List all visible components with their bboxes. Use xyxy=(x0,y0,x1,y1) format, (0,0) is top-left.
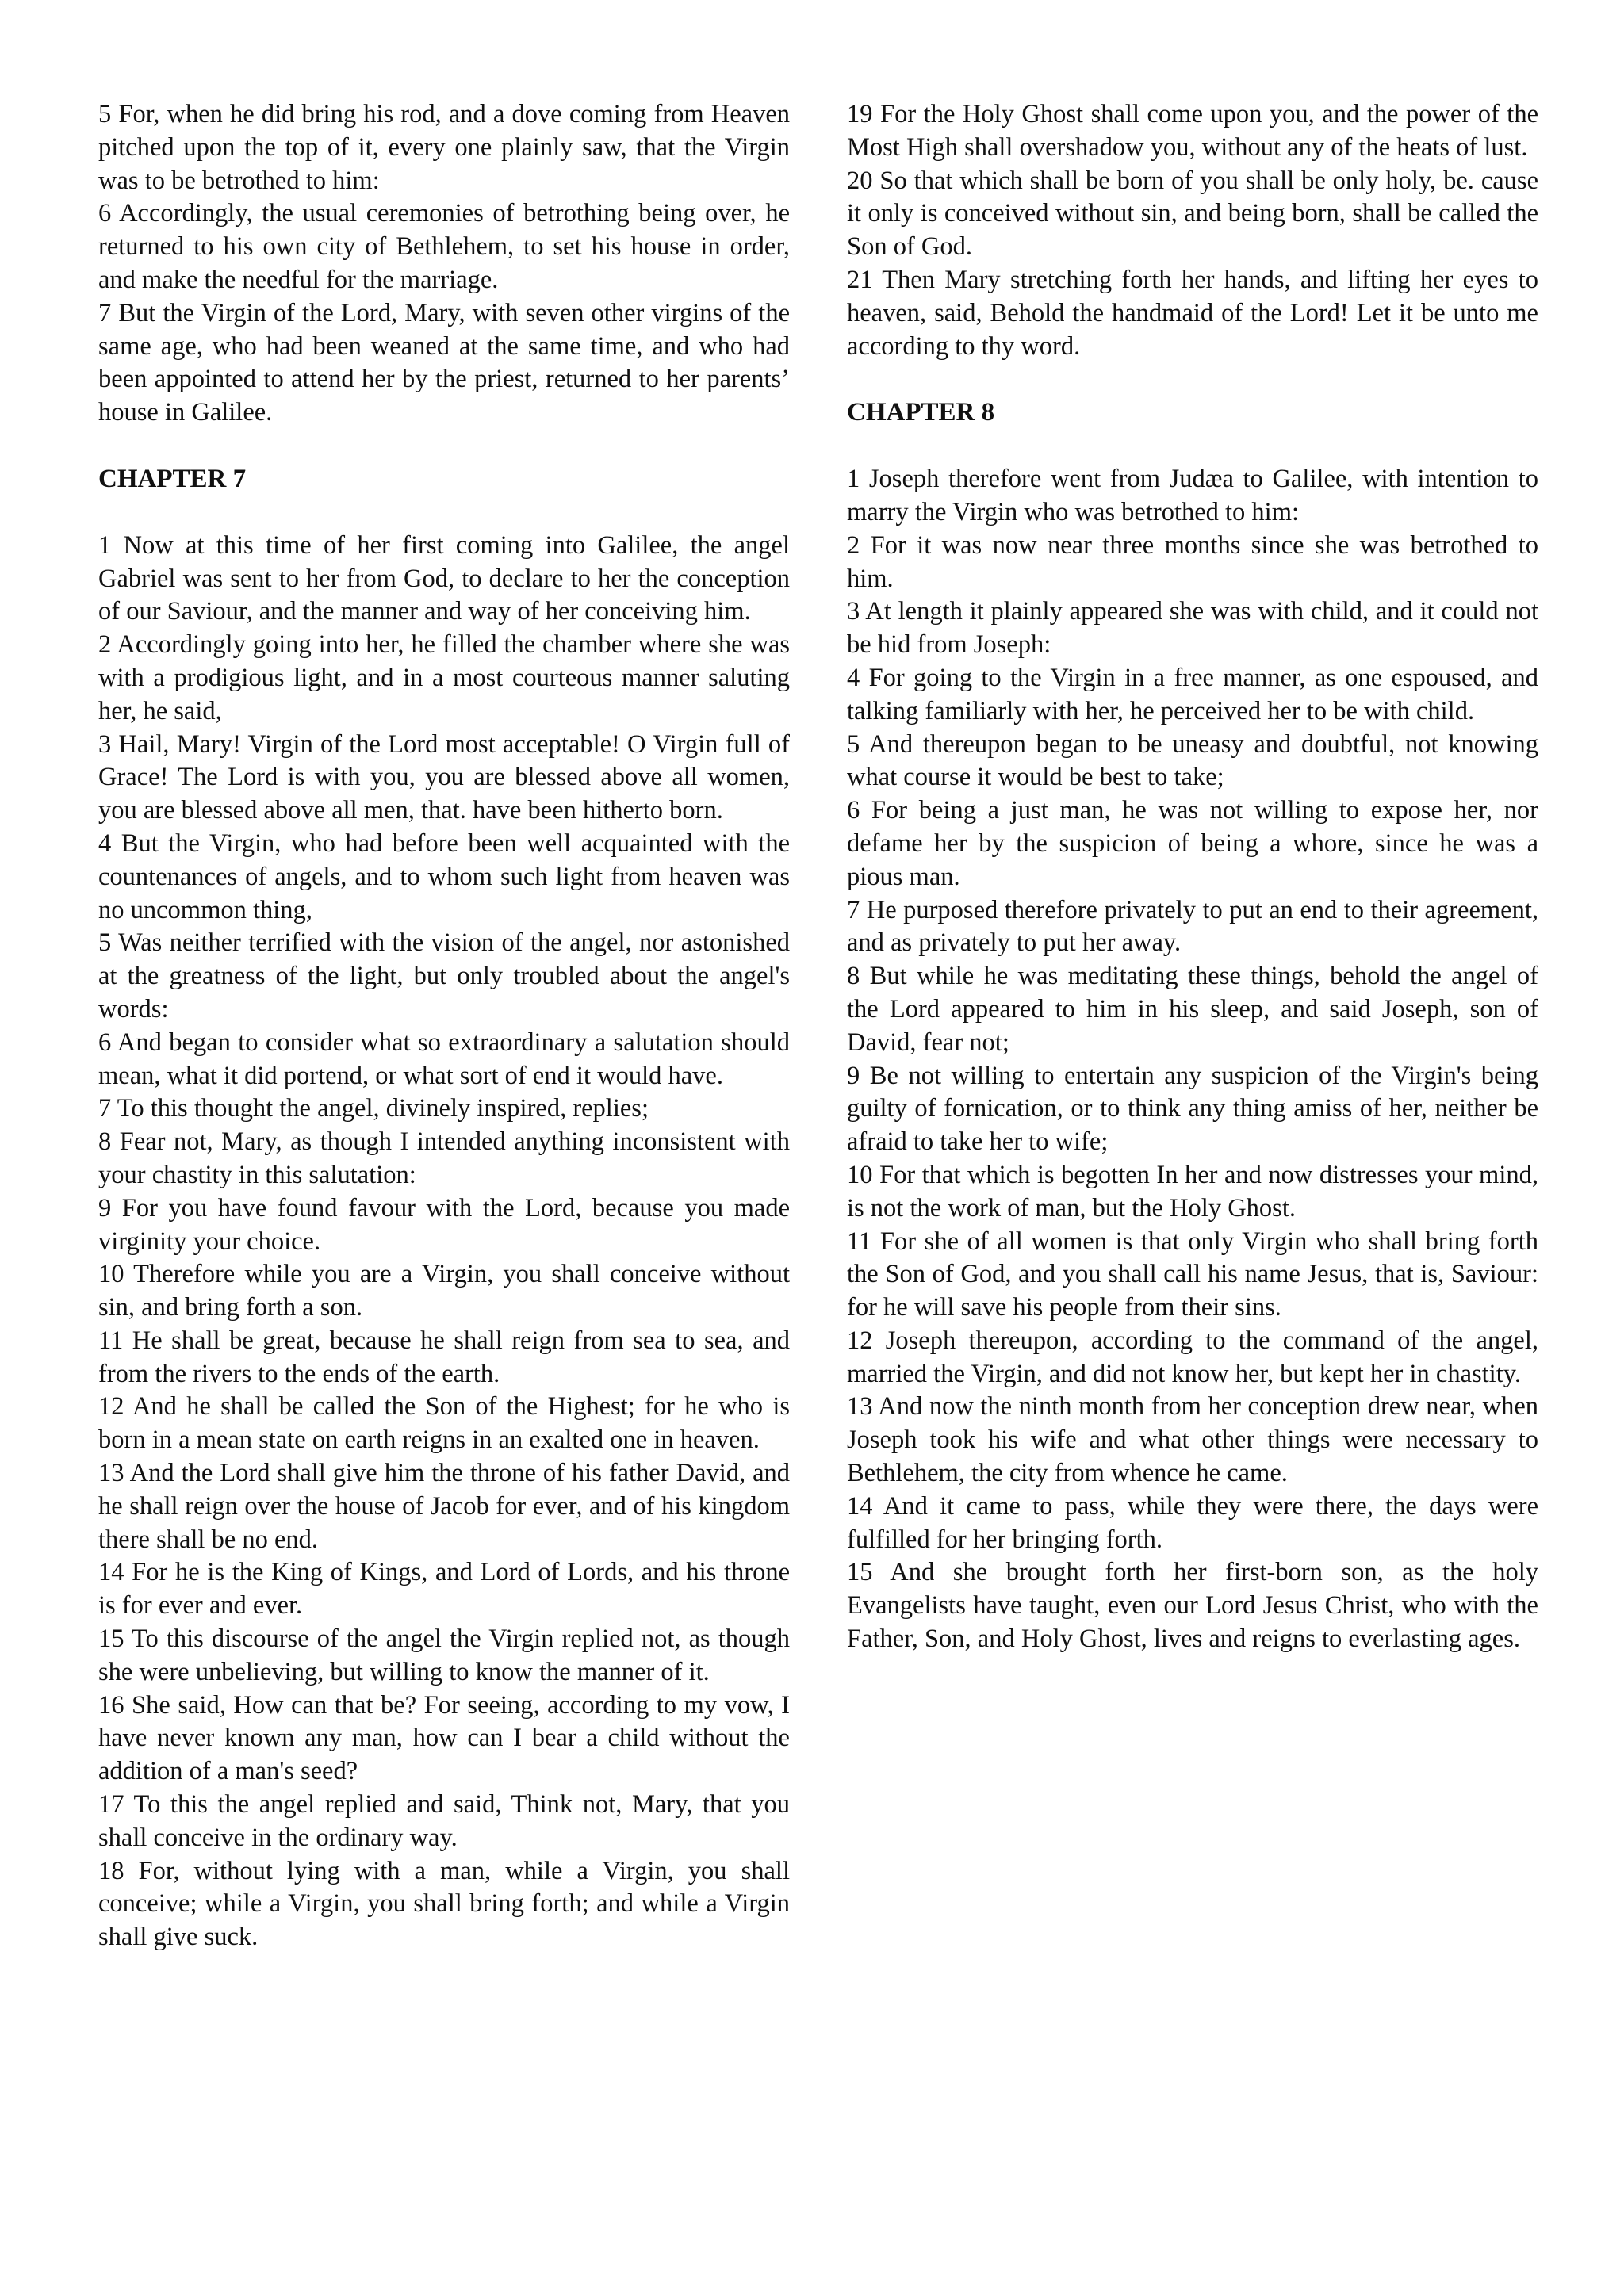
verse: 10 For that which is begotten In her and now distresses your mind, is not the work of man, but the Holy Ghost. xyxy=(847,1160,1538,1223)
verse: 11 He shall be great, because he shall reign from sea to sea, and from the rivers to the ends of the earth. xyxy=(98,1326,790,1388)
verse: 12 Joseph thereupon, according to the command of the angel, married the Virgin, and did not know her, but kept her in chastity. xyxy=(847,1326,1538,1388)
verse: 13 And now the ninth month from her conception drew near, when Joseph took his wife and what other things were necessary to Bethlehem, the city from whence he came. xyxy=(847,1392,1538,1488)
verse: 15 To this discourse of the angel the Virgin replied not, as though she were unbelieving, but willing to know the manner of it. xyxy=(98,1624,790,1686)
verse: 13 And the Lord shall give him the throne of his father David, and he shall reign over the house of Jacob for ever, and of his kingdom there shall be no end. xyxy=(98,1459,790,1554)
verse: 6 For being a just man, he was not willing to expose her, nor defame her by the suspicion of being a whore, since he was a pious man. xyxy=(847,796,1538,891)
verse: 7 But the Virgin of the Lord, Mary, with seven other virgins of the same age, who had been weaned at the same time, and who had been appointed to attend her by the priest, returned to her parents’ house in Galilee. xyxy=(98,298,790,427)
verse: 9 For you have found favour with the Lord, because you made virginity your choice. xyxy=(98,1193,790,1256)
verse: 4 But the Virgin, who had before been well acquainted with the countenances of angels, and to whom such light from heaven was no uncommon thing, xyxy=(98,828,790,924)
verse: 8 Fear not, Mary, as though I intended anything inconsistent with your chastity in this salutation: xyxy=(98,1127,790,1189)
verse: 16 She said, How can that be? For seeing, according to my vow, I have never known any man, how can I bear a child without the addition of a man's seed? xyxy=(98,1690,790,1786)
right-column xyxy=(847,98,1538,1656)
verse: 2 For it was now near three months since she was betrothed to him. xyxy=(847,530,1538,593)
verse: 12 And he shall be called the Son of the Highest; for he who is born in a mean state on earth reigns in an exalted one in heaven. xyxy=(98,1392,790,1455)
verse: 3 At length it plainly appeared she was with child, and it could not be hid from Joseph: xyxy=(847,597,1538,660)
verse: 3 Hail, Mary! Virgin of the Lord most acceptable! O Virgin full of Grace! The Lord is with you, you are blessed above all women, you are blessed above all men, that. have been hitherto born. xyxy=(98,729,790,825)
verse: 7 To this thought the angel, divinely inspired, replies; xyxy=(98,1094,649,1123)
verse: 10 Therefore while you are a Virgin, you shall conceive without sin, and bring forth a son. xyxy=(98,1260,790,1322)
verse: 11 For she of all women is that only Virgin who shall bring forth the Son of God, and you shall call his name Jesus, that is, Saviour: for he will save his people from their sins. xyxy=(847,1226,1538,1322)
verse: 6 And began to consider what so extraordinary a salutation should mean, what it did portend, or what sort of end it would have. xyxy=(98,1027,790,1090)
verse: 6 Accordingly, the usual ceremonies of betrothing being over, he returned to his own city of Bethlehem, to set his house in order, and make the needful for the marriage. xyxy=(98,199,790,294)
verse: 19 For the Holy Ghost shall come upon you, and the power of the Most High shall overshadow you, without any of the heats of lust. xyxy=(847,100,1538,162)
chapter-heading: CHAPTER 7 xyxy=(98,464,247,493)
verse: 20 So that which shall be born of you shall be only holy, be. cause it only is conceived without sin, and being born, shall be called the Son of God. xyxy=(847,166,1538,262)
verse: 4 For going to the Virgin in a free manner, as one espoused, and talking familiarly with her, he perceived her to be with child. xyxy=(847,663,1538,725)
verse: 18 For, without lying with a man, while a Virgin, you shall conceive; while a Virgin, you shall bring forth; and while a Virgin shall give suck. xyxy=(98,1856,790,1952)
verse: 1 Now at this time of her first coming into Galilee, the angel Gabriel was sent to her from God, to declare to her the conception of our Saviour, and the manner and way of her conceiving him. xyxy=(98,530,790,626)
verse: 14 For he is the King of Kings, and Lord of Lords, and his throne is for ever and ever. xyxy=(98,1558,790,1621)
verse: 5 Was neither terrified with the vision of the angel, nor astonished at the greatness of the light, but only troubled about the angel's words: xyxy=(98,928,790,1024)
verse: 5 And thereupon began to be uneasy and doubtful, not knowing what course it would be best to take; xyxy=(847,729,1538,792)
verse: 2 Accordingly going into her, he filled the chamber where she was with a prodigious light, and in a most courteous manner saluting her, he said, xyxy=(98,630,790,725)
verse: 7 He purposed therefore privately to put an end to their agreement, and as privately to put her away. xyxy=(847,895,1538,958)
verse: 8 But while he was meditating these things, behold the angel of the Lord appeared to him in his sleep, and said Joseph, son of David, fear not; xyxy=(847,962,1538,1057)
verse: 21 Then Mary stretching forth her hands, and lifting her eyes to heaven, said, Behold the handmaid of the Lord! Let it be unto me according to thy word. xyxy=(847,265,1538,361)
verse: 15 And she brought forth her first-born son, as the holy Evangelists have taught, even our Lord Jesus Christ, who with the Father, Son, and Holy Ghost, lives and reigns to everlasting ages. xyxy=(847,1558,1538,1654)
verse: 17 To this the angel replied and said, Think not, Mary, that you shall conceive in the ordinary way. xyxy=(98,1790,790,1852)
verse: 9 Be not willing to entertain any suspicion of the Virgin's being guilty of fornication, or to think any thing amiss of her, neither be afraid to take her to wife; xyxy=(847,1061,1538,1157)
chapter-heading: CHAPTER 8 xyxy=(847,398,995,427)
left-column xyxy=(98,98,790,1954)
verse: 1 Joseph therefore went from Judæa to Galilee, with intention to marry the Virgin who was betrothed to him: xyxy=(847,465,1538,526)
verse: 5 For, when he did bring his rod, and a dove coming from Heaven pitched upon the top of it, every one plainly saw, that the Virgin was to be betrothed to him: xyxy=(98,100,790,195)
verse: 14 And it came to pass, while they were there, the days were fulfilled for her bringing forth. xyxy=(847,1491,1538,1554)
